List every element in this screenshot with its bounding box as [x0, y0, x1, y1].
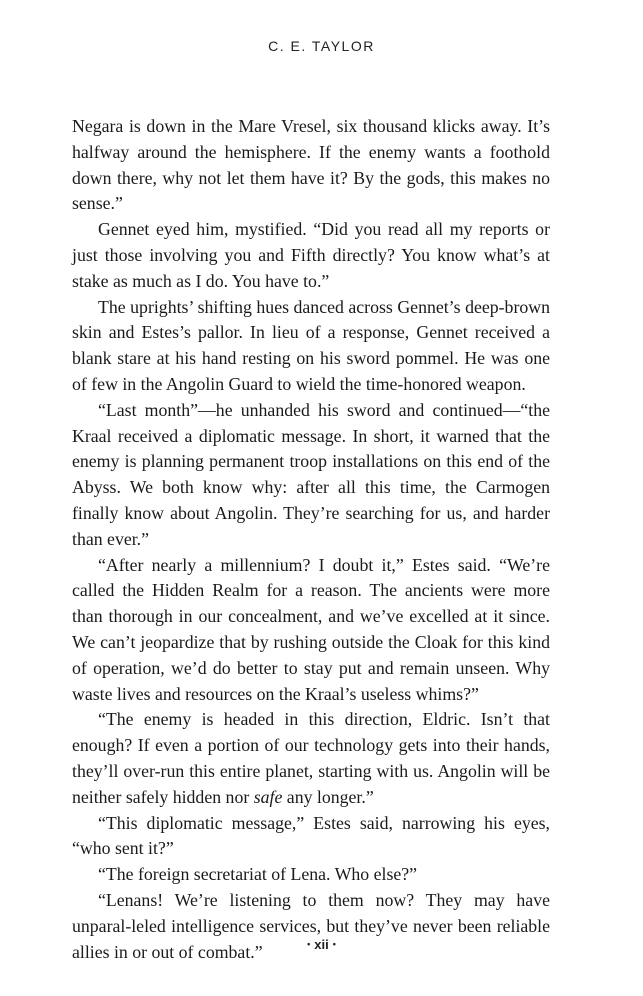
paragraph: “After nearly a millennium? I doubt it,” Estes said. “We’re called the Hidden Realm for a reason. The ancients were more than thorough in our concealment, and we’ve excelled at it since. We can’t jeopardize that by rushing outside the Cloak for this kind of operation, we’d do better to stay put and remain unseen. Why waste lives and resources on the Kraal’s useless whims?” — [72, 554, 550, 704]
paragraph-text: any longer.” — [282, 786, 374, 807]
paragraph: “The foreign secretariat of Lena. Who else?” — [98, 864, 418, 885]
paragraph: “This diplomatic message,” Estes said, narrowing his eyes, “who sent it?” — [72, 812, 550, 859]
paragraph: Negara is down in the Mare Vresel, six thousand klicks away. It’s halfway around the hemisphere. If the enemy wants a foothold down there, why not let them have it? By the gods, this makes no sense.” — [72, 116, 550, 214]
page-number: xii — [314, 937, 329, 952]
paragraph: Gennet eyed him, mystified. “Did you read all my reports or just those involving you and Fifth directly? You know what’s at stake as much as I do. You have to.” — [72, 219, 550, 291]
paragraph — [72, 707, 550, 810]
running-header-author: C. E. TAYLOR — [268, 38, 375, 54]
emphasis-text: safe — [253, 786, 283, 807]
folio-bullet-left: • — [307, 939, 311, 949]
body-text — [72, 114, 550, 965]
paragraph: “Lenans! We’re listening to them now? They may have unparal-leled intelligence services, but they’ve never been reliable allies in or out of combat.” — [72, 889, 550, 962]
page-folio — [0, 937, 643, 952]
paragraph: “Last month”—he unhanded his sword and continued—“the Kraal received a diplomatic message. In short, it warned that the enemy is planning permanent troop installations on this end of the Abyss. We both know why: after all this time, the Carmogen finally know about Angolin. They’re searching for us, and harder than ever.” — [72, 399, 550, 549]
folio-bullet-right: • — [332, 939, 336, 949]
paragraph-text: “The enemy is headed in this direction, Eldric. Isn’t that enough? If even a portion of our technology gets into their hands, they’ll over-run this entire planet, starting with us. Angolin will be neither safely hidden nor — [72, 709, 550, 807]
paragraph: The uprights’ shifting hues danced across Gennet’s deep-brown skin and Estes’s pallor. In lieu of a response, Gennet received a blank stare at his hand resting on his sword pommel. He was one of few in the Angolin Guard to wield the time-honored weapon. — [72, 296, 550, 394]
